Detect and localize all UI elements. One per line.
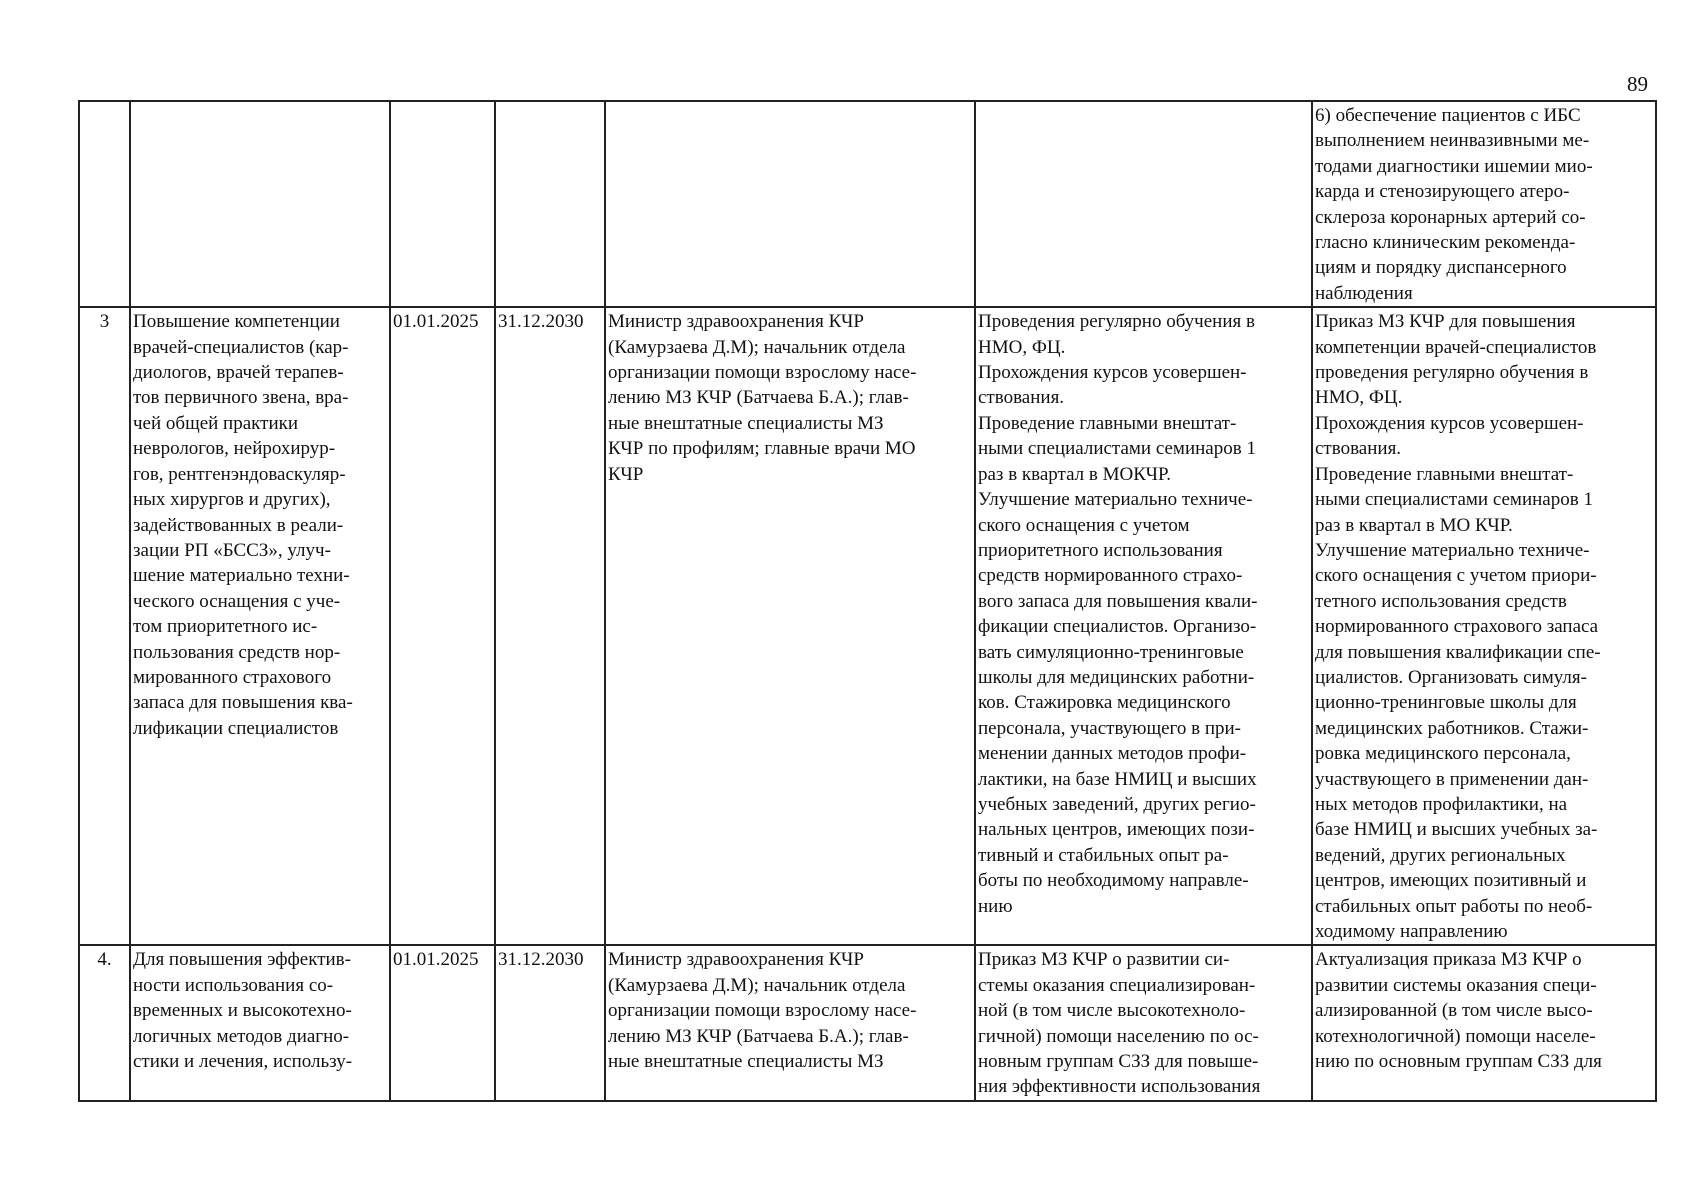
end-date-cell: 31.12.2030	[495, 945, 605, 1100]
mechanism-cell	[975, 101, 1312, 307]
row-number-cell: 3	[79, 307, 130, 945]
result-cell: Приказ МЗ КЧР для повышения компетенции врачей-специалистов проведения регулярно обучения в НМО, ФЦ. Прохождения курсов усовершен- ствования. Проведение главными внештат- ными специалистами семинаров 1 раз в квартал в МО КЧР. Улучшение материально техниче- ского оснащения с учетом приори- тетного использования средств нормированного страхового запаса для повышения квалификации спе- циалистов. Организовать симуля- ционно-тренинговые школы для медицинских работников. Стажи- ровка медицинского персонала, участвующего в применении дан- ных методов профилактики, на базе НМИЦ и высших учебных за- ведений, других региональных центров, имеющих позитивный и стабильных опыт работы по необ- ходимому направлению	[1312, 307, 1656, 945]
event-cell: Для повышения эффектив- ности использования со- временных и высокотехно- логичных методов диагно- стики и лечения, использу-	[130, 945, 390, 1100]
responsible-cell: Министр здравоохранения КЧР (Камурзаева Д.М); начальник отдела организации помощи взрослому насе- лению МЗ КЧР (Батчаева Б.А.); глав- ные внештатные специалисты МЗ КЧР по профилям; главные врачи МО КЧР	[605, 307, 975, 945]
start-date-cell: 01.01.2025	[390, 945, 495, 1100]
table-row	[79, 101, 1656, 307]
mechanism-cell: Проведения регулярно обучения в НМО, ФЦ. Прохождения курсов усовершен- ствования. Проведение главными внештат- ными специалистами семинаров 1 раз в квартал в МОКЧР. Улучшение материально техниче- ского оснащения с учетом приоритетного использования средств нормированного страхо- вого запаса для повышения квали- фикации специалистов. Организо- вать симуляционно-тренинговые школы для медицинских работни- ков. Стажировка медицинского персонала, участвующего в при- менении данных методов профи- лактики, на базе НМИЦ и высших учебных заведений, других регио- нальных центров, имеющих пози- тивный и стабильных опыт ра- боты по необходимому направле- нию	[975, 307, 1312, 945]
result-cell: 6) обеспечение пациентов с ИБС выполнением неинвазивными ме- тодами диагностики ишемии мио- карда и стенозирующего атеро- склероза коронарных артерий со- гласно клиническим рекоменда- циям и порядку диспансерного наблюдения	[1312, 101, 1656, 307]
table-row	[79, 945, 1656, 1100]
end-date-cell: 31.12.2030	[495, 307, 605, 945]
end-date-cell	[495, 101, 605, 307]
row-number-cell: 4.	[79, 945, 130, 1100]
mechanism-cell: Приказ МЗ КЧР о развитии си- стемы оказания специализирован- ной (в том числе высокотехноло- гичной) помощи населению по ос- новным группам СЗЗ для повыше- ния эффективности использования	[975, 945, 1312, 1100]
event-cell	[130, 101, 390, 307]
event-cell: Повышение компетенции врачей-специалистов (кар- диологов, врачей терапев- тов первичного звена, вра- чей общей практики неврологов, нейрохирур- гов, рентгенэндоваскуляр- ных хирургов и других), задействованных в реали- зации РП «БССЗ», улуч- шение материально техни- ческого оснащения с уче- том приоритетного ис- пользования средств нор- мированного страхового запаса для повышения ква- лификации специалистов	[130, 307, 390, 945]
result-cell: Актуализация приказа МЗ КЧР о развитии системы оказания специ- ализированной (в том числе высо- котехнологичной) помощи населе- нию по основным группам СЗЗ для	[1312, 945, 1656, 1100]
row-number-cell	[79, 101, 130, 307]
responsible-cell: Министр здравоохранения КЧР (Камурзаева Д.М); начальник отдела организации помощи взрослому насе- лению МЗ КЧР (Батчаева Б.А.); глав- ные внештатные специалисты МЗ	[605, 945, 975, 1100]
start-date-cell	[390, 101, 495, 307]
start-date-cell: 01.01.2025	[390, 307, 495, 945]
table-row	[79, 307, 1656, 945]
activities-table	[78, 100, 1657, 1102]
page-number: 89	[1627, 72, 1648, 96]
responsible-cell	[605, 101, 975, 307]
